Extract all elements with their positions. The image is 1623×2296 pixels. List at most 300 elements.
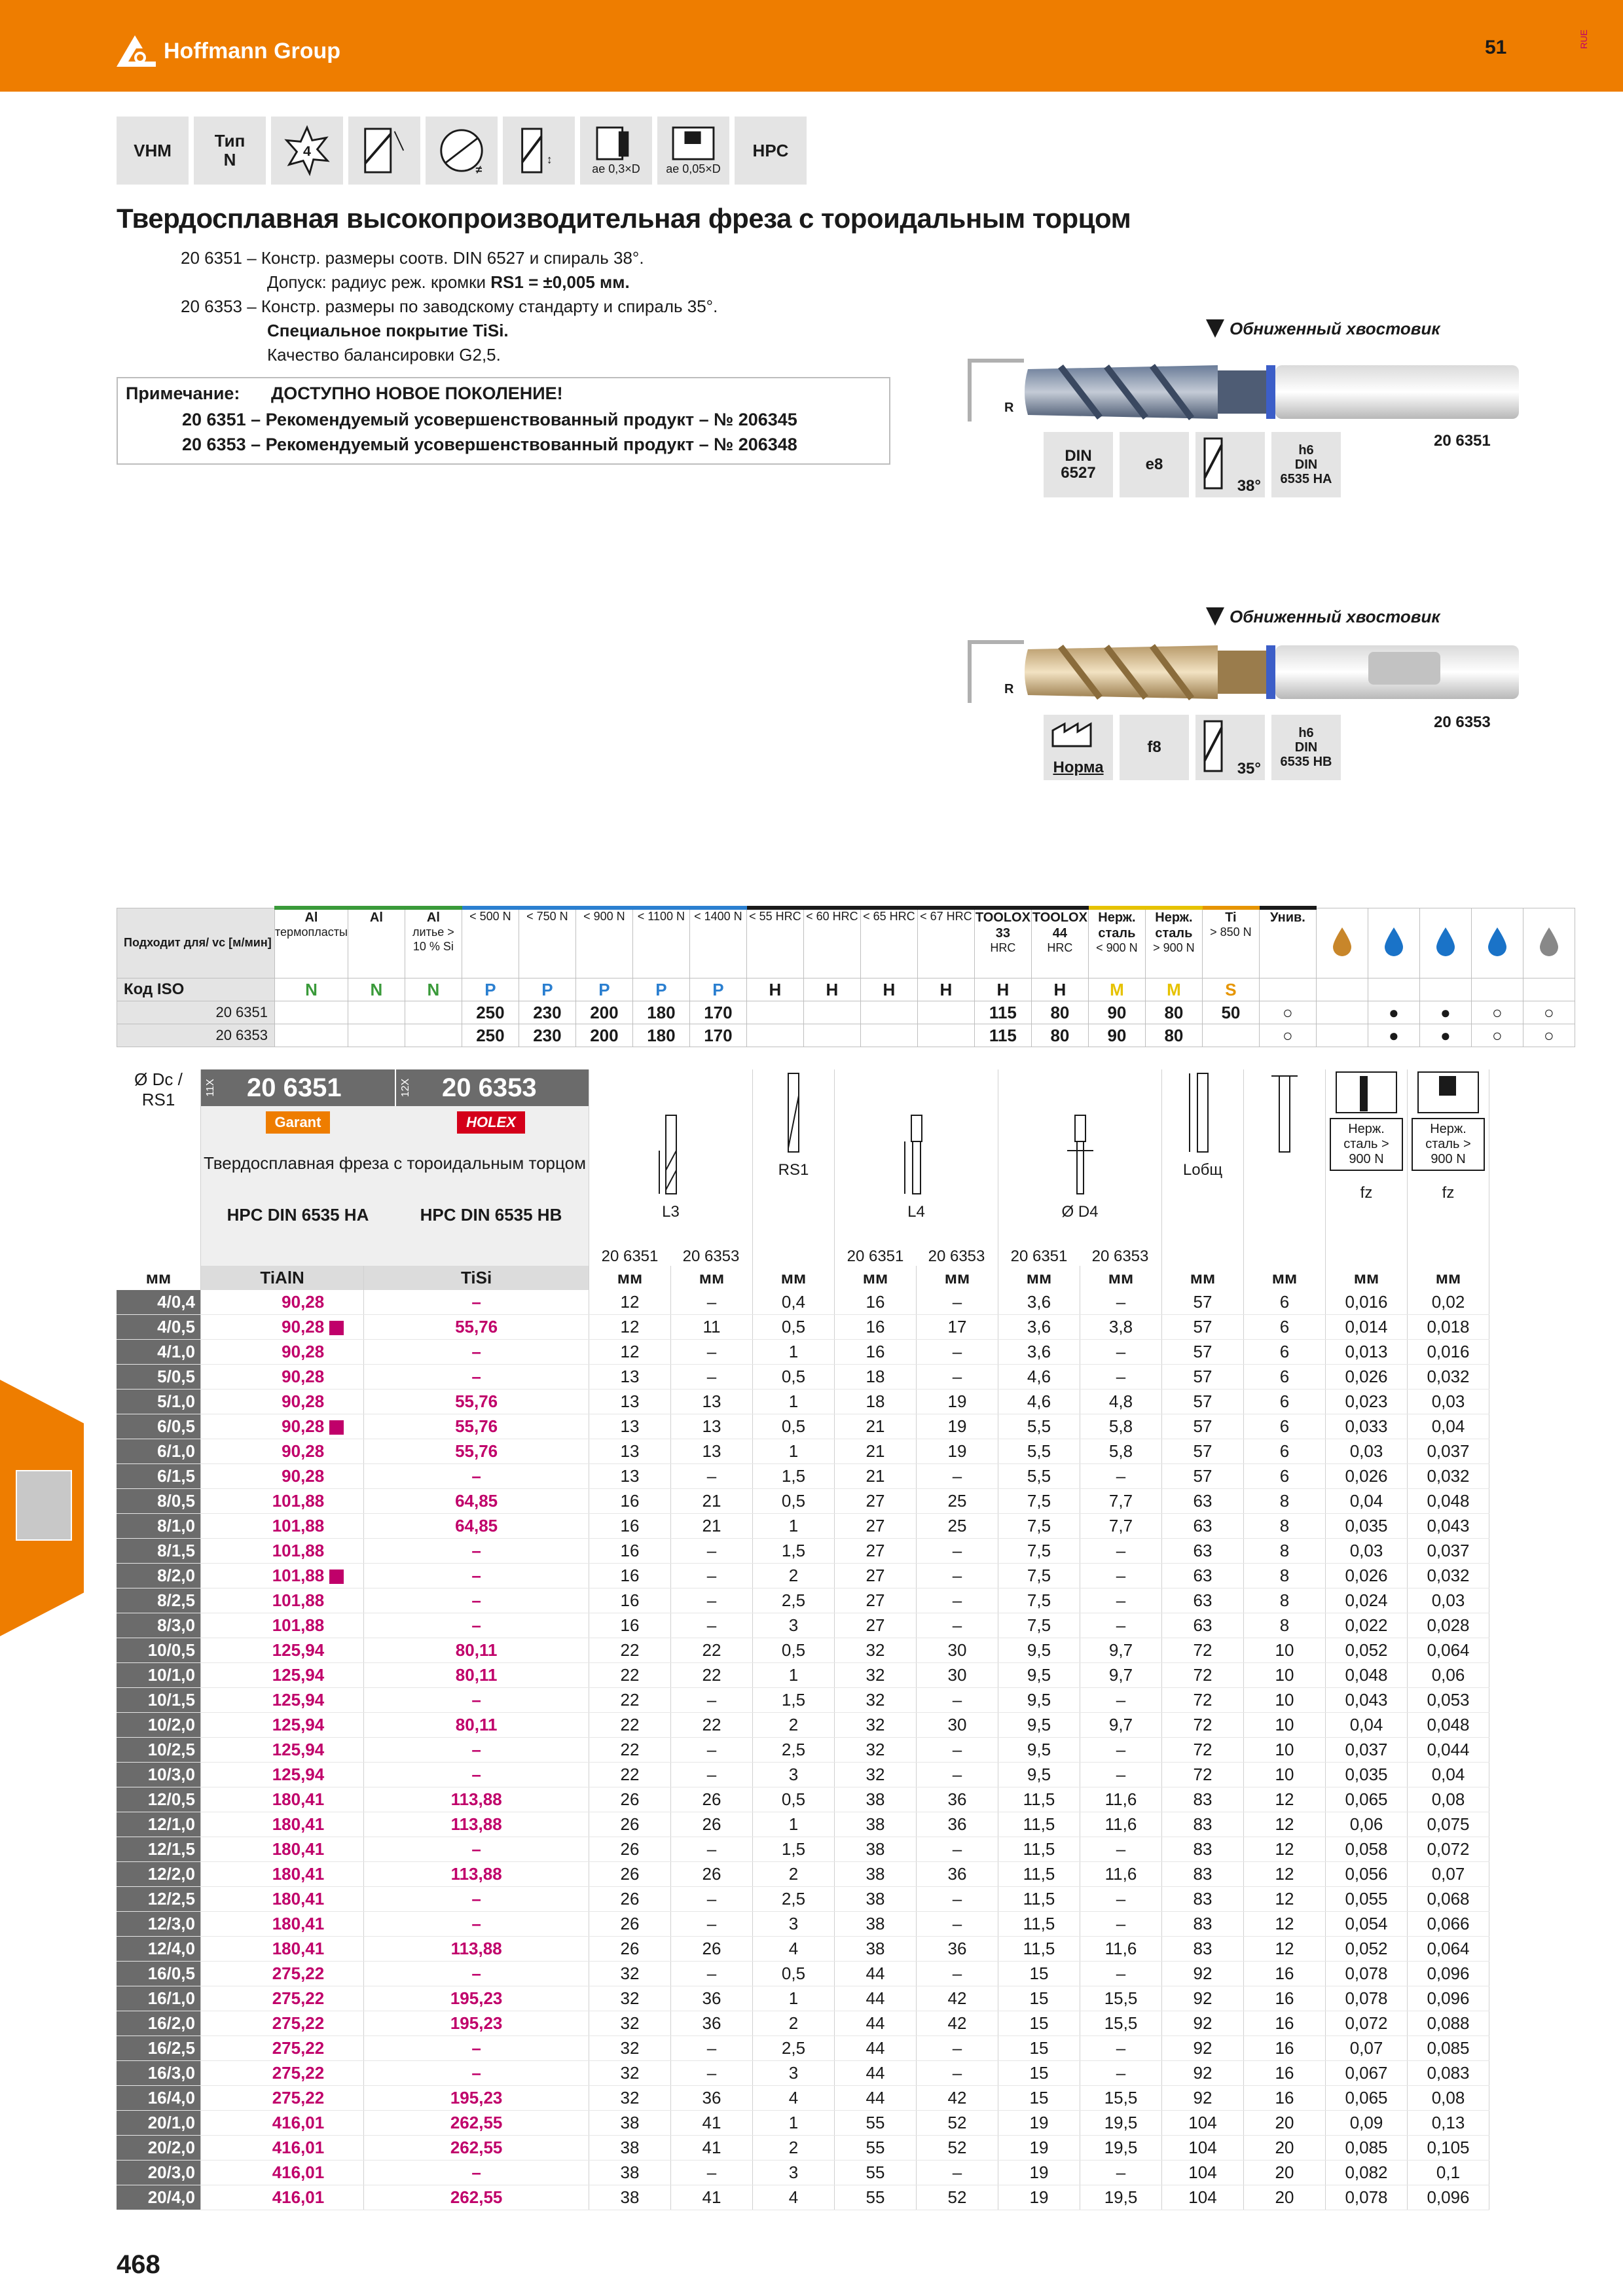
table-row[interactable]: [117, 1663, 1489, 1688]
iso-code-label: Код ISO: [117, 978, 275, 1001]
l4-header: L4 20 6351 20 6353: [835, 1069, 998, 1266]
value-cell: –: [1080, 1564, 1162, 1588]
value-cell: 12: [589, 1290, 671, 1315]
value-cell: 0,035: [1326, 1763, 1408, 1787]
value-cell: 0,064: [1408, 1937, 1489, 1962]
value-cell: 36: [671, 1986, 753, 2011]
table-row[interactable]: [117, 1588, 1489, 1613]
value-cell: 72: [1162, 1638, 1244, 1663]
price-206351: 90,28: [201, 1315, 364, 1340]
value-cell: 0,02: [1408, 1290, 1489, 1315]
value-cell: 1: [753, 1340, 835, 1365]
cutting-speed-206351: ○: [1259, 1001, 1316, 1024]
table-row[interactable]: [117, 1812, 1489, 1837]
material-column-2: Al литье > 10 % Si: [405, 908, 462, 978]
table-row[interactable]: [117, 1514, 1489, 1539]
chip-divider-icon: [503, 117, 575, 185]
price-206353: 113,88: [364, 1862, 589, 1887]
table-row[interactable]: [117, 2036, 1489, 2061]
value-cell: –: [917, 1887, 998, 1912]
iso-code: M: [1088, 978, 1145, 1001]
feed-slot-header: Нерж. сталь > 900 N fz: [1408, 1069, 1489, 1266]
value-cell: 11,6: [1080, 1862, 1162, 1887]
value-cell: 0,026: [1326, 1564, 1408, 1588]
value-cell: –: [1080, 1290, 1162, 1315]
value-cell: –: [1080, 1962, 1162, 1986]
table-row[interactable]: [117, 1638, 1489, 1663]
price-206351: 180,41: [201, 1787, 364, 1812]
value-cell: 4,6: [998, 1390, 1080, 1414]
dimension-cell: 20/1,0: [117, 2111, 201, 2136]
value-cell: 13: [589, 1365, 671, 1390]
value-cell: 5,8: [1080, 1439, 1162, 1464]
air-icon: [1523, 908, 1575, 978]
price-206351: 275,22: [201, 2061, 364, 2086]
value-cell: 7,5: [998, 1588, 1080, 1613]
value-cell: 32: [835, 1713, 917, 1738]
iso-code: H: [974, 978, 1031, 1001]
table-row[interactable]: [117, 1912, 1489, 1937]
dimension-cell: 4/1,0: [117, 1340, 201, 1365]
value-cell: –: [671, 1962, 753, 1986]
cutting-speed-206353: ○: [1259, 1024, 1316, 1047]
dimension-cell: 16/2,0: [117, 2011, 201, 2036]
value-cell: 13: [589, 1390, 671, 1414]
value-cell: –: [917, 2036, 998, 2061]
value-cell: 3,6: [998, 1315, 1080, 1340]
value-cell: 16: [1244, 2086, 1326, 2111]
table-row[interactable]: [117, 1564, 1489, 1588]
dimension-cell: 16/4,0: [117, 2086, 201, 2111]
table-row[interactable]: [117, 1688, 1489, 1713]
value-cell: 57: [1162, 1290, 1244, 1315]
value-cell: –: [671, 1365, 753, 1390]
value-cell: 38: [589, 2136, 671, 2161]
value-cell: –: [671, 1738, 753, 1763]
value-cell: 0,06: [1408, 1663, 1489, 1688]
iso-code: P: [689, 978, 746, 1001]
value-cell: 30: [917, 1713, 998, 1738]
iso-code: N: [405, 978, 462, 1001]
value-cell: 1: [753, 1812, 835, 1837]
cutting-speed-206353: [917, 1024, 974, 1047]
value-cell: 26: [589, 1887, 671, 1912]
arrow-down-icon: [1206, 607, 1224, 626]
table-row[interactable]: [117, 1489, 1489, 1514]
value-cell: 55: [835, 2111, 917, 2136]
price-206351: 90,28: [201, 1290, 364, 1315]
value-cell: 26: [589, 1812, 671, 1837]
value-cell: 38: [835, 1937, 917, 1962]
table-row[interactable]: [117, 1439, 1489, 1464]
dimension-cell: 12/2,5: [117, 1887, 201, 1912]
material-column-0: Al термопласты: [275, 908, 348, 978]
cutting-speed-206351: 170: [689, 1001, 746, 1024]
table-row[interactable]: [117, 1887, 1489, 1912]
value-cell: –: [917, 2061, 998, 2086]
value-cell: 9,5: [998, 1688, 1080, 1713]
table-row[interactable]: [117, 1539, 1489, 1564]
value-cell: 36: [917, 1937, 998, 1962]
value-cell: 26: [671, 1862, 753, 1887]
value-cell: –: [1080, 1539, 1162, 1564]
value-cell: –: [1080, 2036, 1162, 2061]
cutting-speed-206351: 250: [462, 1001, 519, 1024]
side-milling-icon: ae 0,3×D: [580, 117, 652, 185]
value-cell: –: [1080, 2061, 1162, 2086]
table-row[interactable]: [117, 1787, 1489, 1812]
unit-cell: мм: [753, 1266, 835, 1290]
value-cell: 16: [589, 1489, 671, 1514]
value-cell: 12: [589, 1315, 671, 1340]
value-cell: 1: [753, 1439, 835, 1464]
value-cell: 32: [589, 2061, 671, 2086]
coolant-206353: [1316, 1024, 1368, 1047]
table-row[interactable]: [117, 1713, 1489, 1738]
value-cell: 18: [835, 1390, 917, 1414]
value-cell: 1,5: [753, 1688, 835, 1713]
value-cell: 22: [671, 1663, 753, 1688]
value-cell: 15: [998, 2086, 1080, 2111]
iso-code: P: [519, 978, 575, 1001]
value-cell: –: [917, 1290, 998, 1315]
value-cell: 12: [1244, 1862, 1326, 1887]
dimension-cell: 20/4,0: [117, 2185, 201, 2210]
price-206351: 101,88: [201, 1489, 364, 1514]
dimension-cell: 6/1,0: [117, 1439, 201, 1464]
value-cell: 0,048: [1326, 1663, 1408, 1688]
value-cell: 44: [835, 1986, 917, 2011]
dimension-cell: 12/1,5: [117, 1837, 201, 1862]
table-row[interactable]: [117, 2011, 1489, 2036]
value-cell: 12: [589, 1340, 671, 1365]
value-cell: 15,5: [1080, 2086, 1162, 2111]
water-drop-icon: [1368, 908, 1419, 978]
value-cell: 0,065: [1326, 1787, 1408, 1812]
value-cell: 4: [753, 2185, 835, 2210]
value-cell: 16: [589, 1514, 671, 1539]
note-recommendation-2: 20 6353 – Рекомендуемый усовершенствованный продукт – № 206348: [182, 435, 797, 454]
unit-cell: мм: [117, 1266, 201, 1290]
value-cell: 38: [589, 2111, 671, 2136]
value-cell: 0,043: [1326, 1688, 1408, 1713]
material-row-code: 20 6353: [117, 1024, 275, 1047]
price-206353: –: [364, 1539, 589, 1564]
value-cell: 38: [589, 2161, 671, 2185]
price-206353: 113,88: [364, 1787, 589, 1812]
standard-2: HPC DIN 6535 HB: [420, 1205, 562, 1225]
value-cell: 7,5: [998, 1539, 1080, 1564]
material-column-17: Унив.: [1259, 908, 1316, 978]
value-cell: 22: [589, 1688, 671, 1713]
price-206353: –: [364, 2036, 589, 2061]
svg-text:4: 4: [303, 143, 311, 159]
price-206351: 180,41: [201, 1887, 364, 1912]
value-cell: 10: [1244, 1638, 1326, 1663]
price-206353: 113,88: [364, 1812, 589, 1837]
material-column-5: < 900 N: [575, 908, 632, 978]
table-row[interactable]: [117, 1986, 1489, 2011]
value-cell: 38: [589, 2185, 671, 2210]
dimension-cell: 6/0,5: [117, 1414, 201, 1439]
value-cell: 7,5: [998, 1489, 1080, 1514]
value-cell: 15: [998, 2036, 1080, 2061]
table-row[interactable]: [117, 2161, 1489, 2185]
value-cell: 11,5: [998, 1862, 1080, 1887]
dimension-cell: 16/0,5: [117, 1962, 201, 1986]
table-row[interactable]: [117, 1962, 1489, 1986]
value-cell: 57: [1162, 1439, 1244, 1464]
table-row[interactable]: [117, 2111, 1489, 2136]
material-column-8: < 55 HRC: [746, 908, 803, 978]
dimension-cell: 20/2,0: [117, 2136, 201, 2161]
dimension-cell: 16/1,0: [117, 1986, 201, 2011]
table-row[interactable]: [117, 1738, 1489, 1763]
price-206351: 416,01: [201, 2136, 364, 2161]
table-row[interactable]: [117, 1315, 1489, 1340]
value-cell: 11,5: [998, 1912, 1080, 1937]
dimension-cell: 4/0,5: [117, 1315, 201, 1340]
material-column-3: < 500 N: [462, 908, 519, 978]
value-cell: 0,07: [1326, 2036, 1408, 2061]
value-cell: 8: [1244, 1489, 1326, 1514]
value-cell: 8: [1244, 1539, 1326, 1564]
value-cell: 26: [589, 1912, 671, 1937]
value-cell: 16: [835, 1315, 917, 1340]
value-cell: 4,8: [1080, 1390, 1162, 1414]
value-cell: 57: [1162, 1340, 1244, 1365]
dimension-cell: 10/3,0: [117, 1763, 201, 1787]
value-cell: 2,5: [753, 1887, 835, 1912]
value-cell: 6: [1244, 1390, 1326, 1414]
value-cell: –: [671, 1588, 753, 1613]
value-cell: 0,032: [1408, 1464, 1489, 1489]
value-cell: –: [917, 1340, 998, 1365]
value-cell: 11,6: [1080, 1787, 1162, 1812]
value-cell: 0,5: [753, 1489, 835, 1514]
value-cell: 0,024: [1326, 1588, 1408, 1613]
svg-text:↕: ↕: [546, 152, 553, 166]
price-206351: 180,41: [201, 1912, 364, 1937]
value-cell: 0,04: [1408, 1414, 1489, 1439]
value-cell: 0,03: [1408, 1588, 1489, 1613]
value-cell: 1,5: [753, 1837, 835, 1862]
value-cell: 0,016: [1326, 1290, 1408, 1315]
price-206353: –: [364, 1763, 589, 1787]
value-cell: 0,037: [1408, 1539, 1489, 1564]
value-cell: 5,8: [1080, 1414, 1162, 1439]
price-206353: 262,55: [364, 2111, 589, 2136]
dimension-cell: 10/1,0: [117, 1663, 201, 1688]
oil-drop-icon: [1316, 908, 1368, 978]
value-cell: 1: [753, 2111, 835, 2136]
value-cell: 9,7: [1080, 1638, 1162, 1663]
value-cell: –: [671, 1340, 753, 1365]
value-cell: 20: [1244, 2185, 1326, 2210]
value-cell: 8: [1244, 1613, 1326, 1638]
value-cell: 22: [671, 1638, 753, 1663]
material-column-11: < 67 HRC: [917, 908, 974, 978]
value-cell: 32: [835, 1663, 917, 1688]
table-row[interactable]: [117, 1365, 1489, 1390]
value-cell: 0,1: [1408, 2161, 1489, 2185]
value-cell: 0,105: [1408, 2136, 1489, 2161]
spec-tolerance-f8: f8: [1120, 715, 1189, 780]
value-cell: 20: [1244, 2111, 1326, 2136]
end-mill-icon: [16, 1470, 72, 1541]
dimension-cell: 16/2,5: [117, 2036, 201, 2061]
value-cell: 5,5: [998, 1414, 1080, 1439]
note-headline: ДОСТУПНО НОВОЕ ПОКОЛЕНИЕ!: [271, 384, 563, 403]
dimension-cell: 10/1,5: [117, 1688, 201, 1713]
note-recommendation-1: 20 6351 – Рекомендуемый усовершенствованный продукт – № 206345: [182, 410, 797, 429]
table-row[interactable]: [117, 1937, 1489, 1962]
iso-code: P: [632, 978, 689, 1001]
value-cell: 19: [998, 2161, 1080, 2185]
price-206353: –: [364, 2161, 589, 2185]
value-cell: 1: [753, 1390, 835, 1414]
cutting-speed-206351: [348, 1001, 405, 1024]
table-row[interactable]: [117, 2185, 1489, 2210]
value-cell: 83: [1162, 1912, 1244, 1937]
value-cell: 19,5: [1080, 2185, 1162, 2210]
reduced-shank-ribbon-1: Обниженный хвостовик: [1206, 314, 1440, 343]
value-cell: 57: [1162, 1414, 1244, 1439]
value-cell: –: [671, 2161, 753, 2185]
table-row[interactable]: [117, 1390, 1489, 1414]
value-cell: 25: [917, 1489, 998, 1514]
article-number-2: 20 6353: [442, 1073, 537, 1102]
price-206353: 80,11: [364, 1663, 589, 1688]
value-cell: 0,04: [1326, 1489, 1408, 1514]
table-row[interactable]: [117, 2136, 1489, 2161]
value-cell: 1: [753, 1514, 835, 1539]
table-row[interactable]: [117, 1290, 1489, 1315]
price-206353: –: [364, 1564, 589, 1588]
value-cell: 0,055: [1326, 1887, 1408, 1912]
iso-code: H: [803, 978, 860, 1001]
value-cell: 3: [753, 1912, 835, 1937]
value-cell: 0,088: [1408, 2011, 1489, 2036]
material-column-16: Ti > 850 N: [1202, 908, 1259, 978]
desc-line-5: Качество балансировки G2,5.: [267, 345, 501, 365]
iso-code: M: [1145, 978, 1202, 1001]
dimension-cell: 20/3,0: [117, 2161, 201, 2185]
value-cell: 10: [1244, 1713, 1326, 1738]
price-206351: 101,88: [201, 1514, 364, 1539]
table-row[interactable]: [117, 2061, 1489, 2086]
table-row[interactable]: [117, 1613, 1489, 1638]
table-row[interactable]: [117, 1340, 1489, 1365]
cutting-speed-206353: [860, 1024, 917, 1047]
value-cell: 36: [917, 1787, 998, 1812]
value-cell: 32: [589, 1986, 671, 2011]
value-cell: 2,5: [753, 1588, 835, 1613]
value-cell: –: [917, 1837, 998, 1862]
value-cell: 0,067: [1326, 2061, 1408, 2086]
availability-marker: [329, 1570, 344, 1584]
product-header-block: 11X 20 6351 12X 20 6353 Garant HOLEX Твердосплавная фреза с тороидальным торцом HPC DIN 6535 HA HPC DIN 6535 HB: [201, 1069, 589, 1266]
value-cell: 0,03: [1326, 1539, 1408, 1564]
value-cell: 0,096: [1408, 1962, 1489, 1986]
value-cell: 21: [671, 1514, 753, 1539]
material-column-6: < 1100 N: [632, 908, 689, 978]
value-cell: 3: [753, 1763, 835, 1787]
price-206353: 55,76: [364, 1414, 589, 1439]
value-cell: 11,5: [998, 1787, 1080, 1812]
value-cell: –: [917, 1962, 998, 1986]
value-cell: 12: [1244, 1837, 1326, 1862]
spray-icon: [1419, 908, 1471, 978]
iso-code: N: [348, 978, 405, 1001]
price-206351: 90,28: [201, 1340, 364, 1365]
value-cell: 0,085: [1408, 2036, 1489, 2061]
value-cell: 2: [753, 1713, 835, 1738]
table-row[interactable]: [117, 1414, 1489, 1439]
value-cell: –: [671, 1688, 753, 1713]
value-cell: 0,082: [1326, 2161, 1408, 2185]
price-206351: 180,41: [201, 1837, 364, 1862]
price-206351: 101,88: [201, 1564, 364, 1588]
value-cell: 0,03: [1326, 1439, 1408, 1464]
table-row[interactable]: [117, 1464, 1489, 1489]
value-cell: 0,13: [1408, 2111, 1489, 2136]
coolant-206351: ○: [1523, 1001, 1575, 1024]
price-206353: –: [364, 1837, 589, 1862]
iso-code: S: [1202, 978, 1259, 1001]
cutting-speed-206353: [746, 1024, 803, 1047]
value-cell: 5,5: [998, 1464, 1080, 1489]
cutting-speed-206351: 90: [1088, 1001, 1145, 1024]
value-cell: 1: [753, 1986, 835, 2011]
dimension-cell: 10/2,5: [117, 1738, 201, 1763]
value-cell: –: [671, 2061, 753, 2086]
value-cell: 44: [835, 2011, 917, 2036]
feed-side-header: Нерж. сталь > 900 N fz: [1326, 1069, 1408, 1266]
price-206353: –: [364, 1613, 589, 1638]
value-cell: 0,085: [1326, 2136, 1408, 2161]
value-cell: –: [671, 1464, 753, 1489]
value-cell: 0,03: [1408, 1390, 1489, 1414]
value-cell: 32: [835, 1688, 917, 1713]
price-206351: 275,22: [201, 1962, 364, 1986]
value-cell: 6: [1244, 1365, 1326, 1390]
value-cell: 3,8: [1080, 1315, 1162, 1340]
value-cell: 32: [835, 1738, 917, 1763]
value-cell: 2,5: [753, 2036, 835, 2061]
value-cell: 0,037: [1326, 1738, 1408, 1763]
radius-sketch-1: [968, 359, 1024, 422]
value-cell: 12: [1244, 1912, 1326, 1937]
dimension-cell: 8/1,5: [117, 1539, 201, 1564]
price-206353: 55,76: [364, 1315, 589, 1340]
symbol-type-n: Тип N: [194, 117, 266, 185]
table-row[interactable]: [117, 1837, 1489, 1862]
unit-cell: мм: [1244, 1266, 1326, 1290]
table-row[interactable]: [117, 1763, 1489, 1787]
table-row[interactable]: [117, 1862, 1489, 1887]
value-cell: 21: [835, 1439, 917, 1464]
value-cell: 7,5: [998, 1613, 1080, 1638]
value-cell: 11,5: [998, 1937, 1080, 1962]
feature-symbols: [117, 117, 807, 185]
value-cell: 22: [589, 1663, 671, 1688]
value-cell: 4,6: [998, 1365, 1080, 1390]
value-cell: 72: [1162, 1738, 1244, 1763]
reduced-shank-ribbon-2: Обниженный хвостовик: [1206, 602, 1440, 631]
table-row[interactable]: [117, 2086, 1489, 2111]
value-cell: 44: [835, 1962, 917, 1986]
